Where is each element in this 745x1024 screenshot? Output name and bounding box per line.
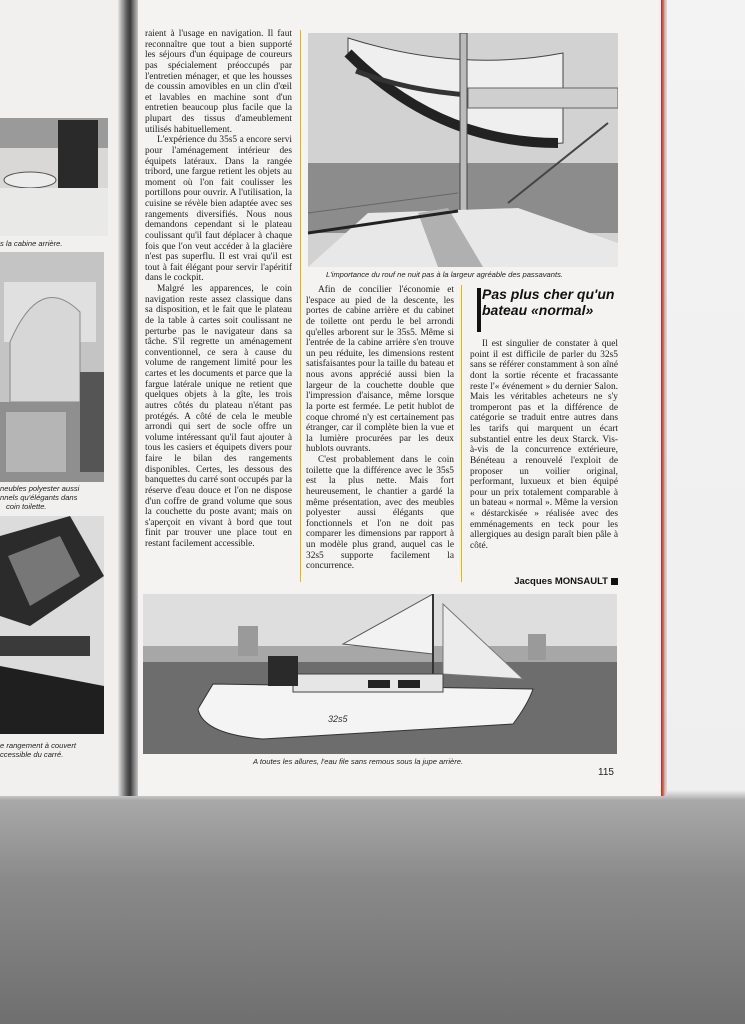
photo-deck-sails-art — [308, 33, 618, 267]
photo-deck-sails — [308, 33, 618, 267]
article-column-1 — [145, 29, 292, 550]
col1-paragraph: L'expérience du 35s5 a encore servi pour l'aménagement intérieur des équipets latéraux. Dans la rangée tribord, une fargue retient les objets au moment où l'on fait coulisser les portillons pour ouvrir. A l'utilisation, la cuisine se révèle bien adaptée avec ses rangements diversifiés. Nous nous demandons cependant si le plateau coulissant qu'il faut déplacer à chaque fois que l'on veut accéder à la glacière n'est pas superflu. Il est vrai qu'il est tout à fait élégant pour servir l'apéritif dans le cockpit. — [145, 135, 292, 284]
author-signature — [506, 576, 618, 587]
author-name: Jacques MONSAULT — [514, 576, 608, 587]
col2-paragraph: C'est probablement dans le coin toilette que la différence avec le 35s5 est la plus nette. Mais fort heureusement, le chantier a gardé la même présentation, avec des meubles polyester aussi élégants que fonctionnels et l'on ne doit pas comparer les dimensions par rapport à un modèle plus grand, auquel cas le 32s5 supporte facilement la concurrence. — [306, 455, 454, 572]
photo-aft-cabin — [0, 118, 108, 236]
photo-toilet — [0, 252, 104, 482]
top-photo-caption: L'importance du rouf ne nuit pas à la largeur agréable des passavants. — [326, 270, 564, 279]
page-number: 115 — [598, 767, 614, 778]
left-caption-6: ccessible du carré. — [0, 750, 64, 759]
heading-bar — [477, 288, 481, 332]
col1-paragraph: raient à l'usage en navigation. Il faut reconnaître que tout a bien supporté les séjours d'un équipage de coureurs pas spécialement préoccupés par l'entretien ménager, et que les housses de coussin amovibles en un clin d'œil et lavables en machine sont d'un entretien beaucoup plus facile que la plupart des tissus d'ameublement utilisés habituellement. — [145, 29, 292, 135]
photo-sailing-boat — [143, 594, 617, 754]
sidebar-heading: Pas plus cher qu'un bateau «normal» — [482, 286, 615, 318]
column-rule-2 — [461, 285, 462, 582]
left-caption-2: neubles polyester aussi — [0, 484, 80, 493]
photo-sailing-boat-art — [143, 594, 617, 754]
left-caption-3: nnels qu'élégants dans — [0, 493, 78, 502]
article-column-3 — [470, 339, 618, 552]
left-caption-4: coin toilette. — [6, 502, 47, 511]
page-edge — [661, 0, 667, 796]
left-caption-5: e rangement à couvert — [0, 741, 76, 750]
article-column-2 — [306, 285, 454, 572]
hull-label: 32s5 — [328, 714, 348, 724]
col1-paragraph: Malgré les apparences, le coin navigation reste assez classique dans sa disposition, et le fait que le plateau de la table à cartes soit coulissant ne perturbe pas le navigateur dans sa tâche. S'il regrette un aménagement conventionnel, ce sera à cause du volume de rangement limité pour les cartes et les documents et parce que la fargue latérale unique ne retient que quelques objets à la gîte, les trois autres côtés du plateau n'étant pas protégés. A côté de cela le meuble arrondi qui sert de socle offre un volume intéressant qu'il faut ajouter à tous les casiers et équipets divers pour faire le bilan des rangements disponibles. Certes, les dessous des banquettes du carré sont occupés par la réserve d'eau douce et l'on ne dispose d'un coffre de grand volume que sous la couchette du poste avant; mais on s'aperçoit en vivant à bord que tout finit par trouver une place tout en restant facilement accessible. — [145, 284, 292, 549]
photo-toilet-art — [0, 252, 104, 482]
col2-paragraph: Afin de concilier l'économie et l'espace au pied de la descente, les portes de cabine arrière et du cabinet de toilette ont perdu le bel arrondi qu'elles arborent sur le 35s5. Même si l'entrée de la cabine arrière s'en trouve un peu réduite, les dimensions restent satisfaisantes pour la taille du bateau et nous avons apprécié aussi bien la largeur de la couchette double que l'impression d'aisance, même lorsque la porte est fermée. Le petit hublot de coque chromé n'y est certainement pas étranger, car il complète bien la vue et la lumière procurées par les deux hublots ouvrants. — [306, 285, 454, 455]
photo-storage — [0, 516, 104, 734]
left-caption-1: s la cabine arrière. — [0, 239, 63, 248]
column-rule-1 — [300, 30, 301, 582]
facing-page — [0, 0, 120, 796]
end-mark-icon — [611, 578, 618, 585]
photo-storage-art — [0, 516, 104, 734]
photo-aft-cabin-art — [0, 118, 108, 236]
page-gutter — [118, 0, 140, 796]
bottom-photo-caption: A toutes les allures, l'eau file sans remous sous la jupe arrière. — [253, 757, 464, 766]
col3-paragraph: Il est singulier de constater à quel point il est difficile de parler du 32s5 sans se référer constamment à son aîné dont la sortie récente et fracassante reste l'« événement » du dernier Salon. Mais les véritables acheteurs ne s'y tromperont pas et la différence de catégorie se traduit entre autres dans les tarifs qui marquent un écart substantiel entre les deux Starck. Vis-à-vis de la concurrence extérieure, Bénéteau a renouvelé l'exploit de proposer un voilier original, performant, luxueux et bien équipé pour un prix totalement comparable à un bateau « normal ». Même la version « déstarckisée » réalisée avec des emménagements en teck pour les allergiques au design paraît bien pâle à côté. — [470, 339, 618, 551]
